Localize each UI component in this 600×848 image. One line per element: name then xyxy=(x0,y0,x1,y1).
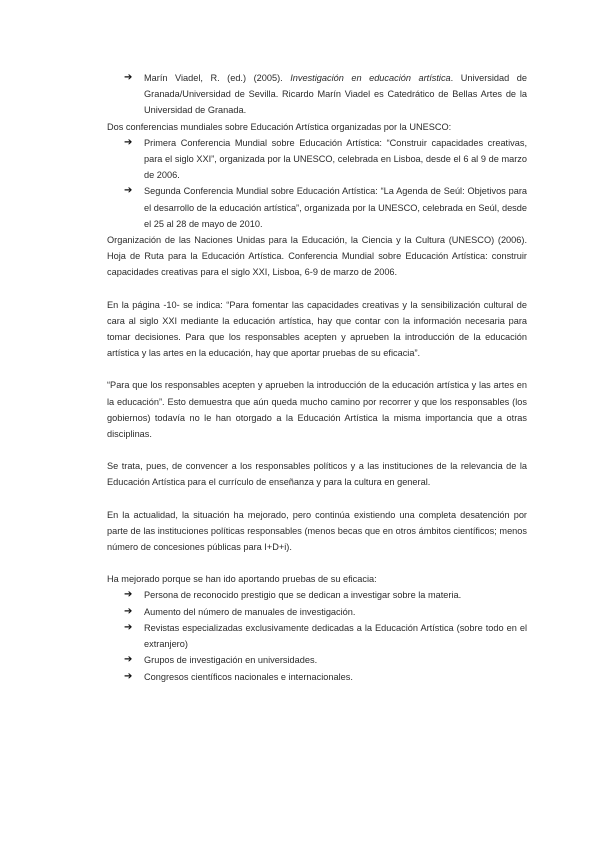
paragraph-convince: Se trata, pues, de convencer a los responsables políticos y a las instituciones de la relevancia de la Educación Artística para el currículo de enseñanza y para la cultura en general. xyxy=(107,461,527,488)
paragraph-improvement-intro: Ha mejorado porque se han ido aportando pruebas de su eficacia: xyxy=(107,574,377,585)
list-item xyxy=(107,604,527,620)
list-item xyxy=(107,70,527,119)
document-body xyxy=(107,70,527,685)
list-item-text: Segunda Conferencia Mundial sobre Educación Artística: “La Agenda de Seúl: Objetivos para el desarrollo de la educación artística”, organizada por la UNESCO, celebrada en Seúl, desde el 25 al 28 de mayo de 2010. xyxy=(144,186,527,229)
list-item-text: Persona de reconocido prestigio que se dedican a investigar sobre la materia. xyxy=(144,590,462,601)
reference-list xyxy=(107,70,527,119)
paragraph-page-quote: En la página -10- se indica: “Para fomentar las capacidades creativas y la sensibilización cultural de cara al siglo XXI mediante la educación artística, hay que contar con la información necesaria para tomar decisiones. Para que los responsables acepten y aprueben la introducción de la educación artística y las artes en la educación, hay que aportar pruebas de su eficacia”. xyxy=(107,299,527,359)
arrow-bullet-icon: ➔ xyxy=(124,136,133,148)
list-item-text: Grupos de investigación en universidades. xyxy=(144,655,318,666)
list-item-text: Congresos científicos nacionales e internacionales. xyxy=(144,671,353,682)
conference-list xyxy=(107,135,527,232)
evidence-list xyxy=(107,587,527,684)
list-item-text: Revistas especializadas exclusivamente dedicadas a la Educación Artística (sobre todo en el extranjero) xyxy=(144,622,527,650)
arrow-bullet-icon: ➔ xyxy=(124,72,133,83)
arrow-bullet-icon: ➔ xyxy=(124,605,133,617)
arrow-bullet-icon: ➔ xyxy=(124,670,133,682)
paragraph-quote-analysis: “Para que los responsables acepten y aprueben la introducción de la educación artística y las artes en la educación”. Esto demuestra que aún queda mucho camino por recorrer y que los responsables (los gobiernos) todavía no le han otorgado a la Educación Artística la misma importancia que a otras disciplinas. xyxy=(107,380,527,440)
list-item xyxy=(107,135,527,184)
arrow-bullet-icon: ➔ xyxy=(124,589,133,601)
reference-title: Investigación en educación artística xyxy=(290,73,451,83)
list-item xyxy=(107,652,527,668)
paragraph-current-situation: En la actualidad, la situación ha mejorado, pero continúa existiendo una completa desatención por parte de las instituciones políticas responsables (menos becas que en otros ámbitos científicos; menos número de concesiones públicas para I+D+i). xyxy=(107,509,527,553)
list-item-text: Primera Conferencia Mundial sobre Educación Artística: “Construir capacidades creativas, para el siglo XXI”, organizada por la UNESCO, celebrada en Lisboa, desde el 6 al 9 de marzo de 2006. xyxy=(144,137,527,181)
list-item xyxy=(107,183,527,232)
reference-text-before: Marín Viadel, R. (ed.) (2005). xyxy=(144,73,291,83)
arrow-bullet-icon: ➔ xyxy=(124,654,133,666)
paragraph-conferences-intro: Dos conferencias mundiales sobre Educación Artística organizadas por la UNESCO: xyxy=(107,121,452,132)
arrow-bullet-icon: ➔ xyxy=(124,185,133,197)
list-item xyxy=(107,587,527,603)
arrow-bullet-icon: ➔ xyxy=(124,621,133,633)
list-item xyxy=(107,669,527,685)
reference-text-after: . Universidad de Granada/Universidad de Sevilla. Ricardo Marín Viadel es Catedrático de Bellas Artes de la Universidad de Granada. xyxy=(144,73,527,116)
list-item-text: Aumento del número de manuales de investigación. xyxy=(144,606,356,617)
list-item xyxy=(107,620,527,652)
paragraph-unesco-reference: Organización de las Naciones Unidas para la Educación, la Ciencia y la Cultura (UNESCO) (2006). Hoja de Ruta para la Educación Artística. Conferencia Mundial sobre Educación Artística: construir capacidades creativas para el siglo XXI, Lisboa, 6-9 de marzo de 2006. xyxy=(107,235,527,278)
